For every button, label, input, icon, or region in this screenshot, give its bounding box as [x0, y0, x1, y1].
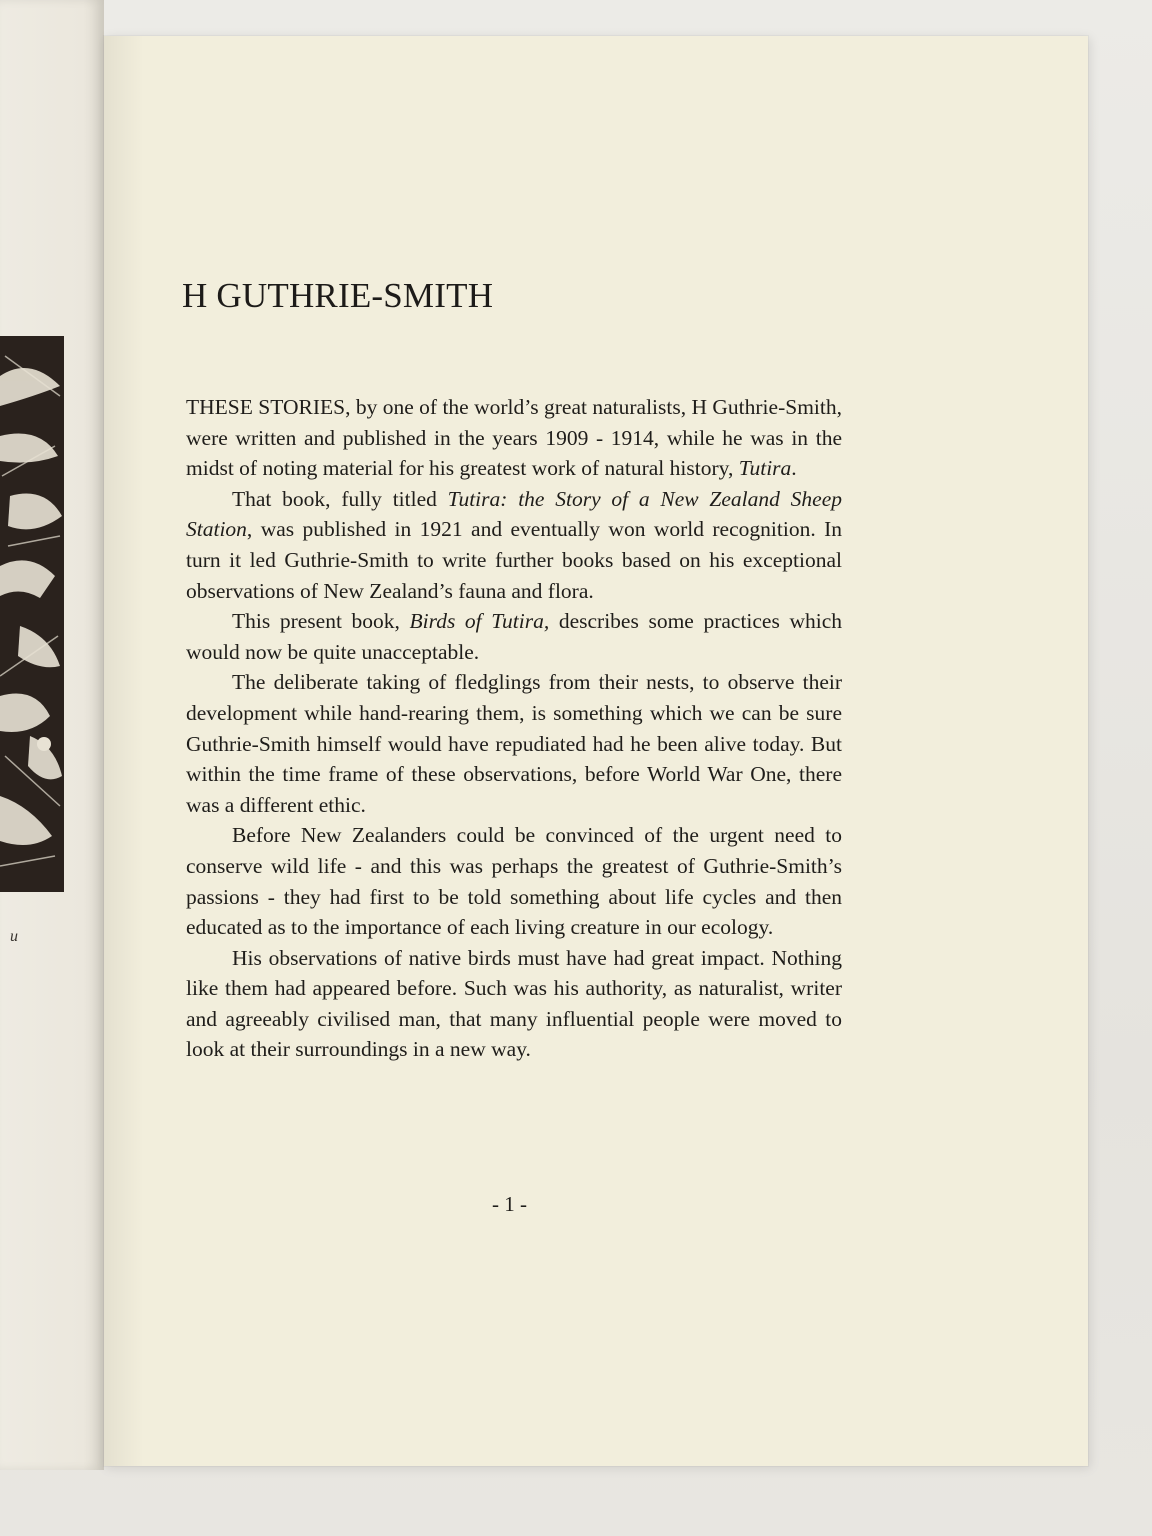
paragraph-3-italic-title: Birds of Tutira,	[409, 609, 550, 634]
left-facing-page	[0, 0, 104, 1470]
page-heading: H GUTHRIE-SMITH	[182, 276, 494, 315]
paragraph-3-text: This present book,	[232, 609, 410, 634]
paragraph-4-text: The deliberate taking of fledglings from their nests, to observe their development while hand-rearing them, is something which we can be sure Guthrie-Smith himself would have repudiated had he been alive today. But within the time frame of these observations, before World War One, there was a different ethic.	[186, 670, 842, 817]
paragraph-2-text: That book, fully titled	[232, 486, 448, 511]
paragraph-2	[186, 484, 842, 606]
paragraph-6	[186, 943, 842, 1065]
paragraph-6-text: His observations of native birds must have had great impact. Nothing like them had appeared before. Such was his authority, as naturalist, writer and agreeably civilised man, that many influential people were moved to look at their surroundings in a new way.	[186, 945, 842, 1062]
margin-note: u	[10, 928, 18, 945]
paragraph-4	[186, 667, 842, 820]
paragraph-3-end: describes some practices which would now be quite unacceptable.	[186, 609, 842, 664]
paragraph-5-text: Before New Zealanders could be convinced of the urgent need to conserve wild life - and this was perhaps the greatest of Guthrie-Smith’s passions - they had first to be told something about life cycles and then educated as to the importance of each living creature in our ecology.	[186, 823, 842, 940]
paragraph-1-text: THESE STORIES, by one of the world’s great naturalists, H Guthrie-Smith, were written and published in the years 1909 - 1914, while he was in the midst of noting material for his greatest work of natural history,	[186, 395, 842, 481]
body-text	[186, 392, 842, 1065]
book-page	[104, 36, 1088, 1466]
paragraph-2-italic-title: Tutira: the Story of a New Zealand Sheep Station	[186, 486, 842, 542]
paragraph-3	[186, 606, 842, 667]
paragraph-5	[186, 820, 842, 942]
woodcut-illustration-fragment	[0, 336, 64, 892]
paragraph-2-end: , was published in 1921 and eventually won world recognition. In turn it led Guthrie-Smith to write further books based on his exceptional observations of New Zealand’s fauna and flora.	[186, 517, 842, 603]
paragraph-1	[186, 392, 842, 484]
page-number: - 1 -	[492, 1192, 527, 1216]
paragraph-1-italic-title: Tutira	[738, 456, 792, 481]
paragraph-1-end: .	[791, 456, 797, 481]
page-gutter-shadow	[104, 36, 144, 1466]
